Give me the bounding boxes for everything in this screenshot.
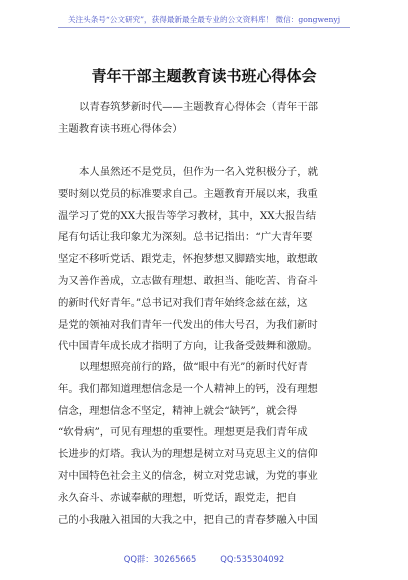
paragraph-line: 对中国特色社会主义的信念，树立对党忠诚，为党的事业 <box>58 469 318 482</box>
paragraph-line: 以理想照亮前行的路，做“眼中有光”的新时代好青 <box>79 361 308 373</box>
paragraph-1 <box>58 162 353 358</box>
paragraph-line: 永久奋斗、赤诚奉献的理想，听党话，跟党走，把自 <box>58 491 297 504</box>
subtitle-line: 主题教育读书班心得体会） <box>58 122 183 135</box>
paragraph-line: 是党的领袖对我们青年一代发出的伟大号召，为我们新时 <box>58 318 318 331</box>
header-divider <box>58 27 350 28</box>
paragraph-line: 的新时代好青年。”总书记对我们青年始终念兹在兹，这 <box>58 296 308 309</box>
subtitle-line: 以青春筑梦新时代——主题教育心得体会（青年干部 <box>79 101 318 113</box>
footer-qq: QQ:535304092 <box>220 554 285 564</box>
page-footer <box>0 552 408 566</box>
document-subtitle <box>58 97 353 141</box>
paragraph-line: 温学习了党的XX大报告等学习教材，其中，XX大报告结 <box>58 209 317 222</box>
header-banner[interactable]: 关注头条号“公文研究”，获得最新最全最专业的公文资料库！ 微信：gongwenyj <box>67 15 341 24</box>
paragraph-2 <box>58 357 353 531</box>
paragraph-line: 代中国青年成长成才指明了方向，让我备受鼓舞和激励。 <box>58 340 318 353</box>
paragraph-line: 为又善作善成，立志做有理想、敢担当、能吃苦、肯奋斗 <box>58 274 318 287</box>
paragraph-line: 坚定不移听党话、跟党走，怀抱梦想又脚踏实地，敢想敢 <box>58 253 318 266</box>
document-title: 青年干部主题教育读书班心得体会 <box>91 67 317 85</box>
paragraph-line: 己的小我融入祖国的大我之中，把自己的青春梦融入中国 <box>58 513 318 526</box>
paragraph-line: 尾有句话让我印象尤为深刻。总书记指出：“广大青年要 <box>58 231 313 244</box>
paragraph-line: 长进步的灯塔。我认为的理想是树立对马克思主义的信仰 <box>58 448 318 461</box>
paragraph-line: 要时刻以党员的标准要求自己。主题教育开展以来，我重 <box>58 187 318 200</box>
paragraph-line: 信念，理想信念不坚定，精神上就会“缺钙”，就会得 <box>58 404 298 417</box>
footer-qq-group: QQ群：30265665 <box>123 554 197 564</box>
paragraph-line: “软骨病”，可见有理想的重要性。理想更是我们青年成 <box>58 426 308 439</box>
paragraph-line: 年。我们都知道理想信念是一个人精神上的钙，没有理想 <box>58 382 318 395</box>
paragraph-line: 本人虽然还不是党员，但作为一名入党积极分子，就 <box>79 166 318 178</box>
